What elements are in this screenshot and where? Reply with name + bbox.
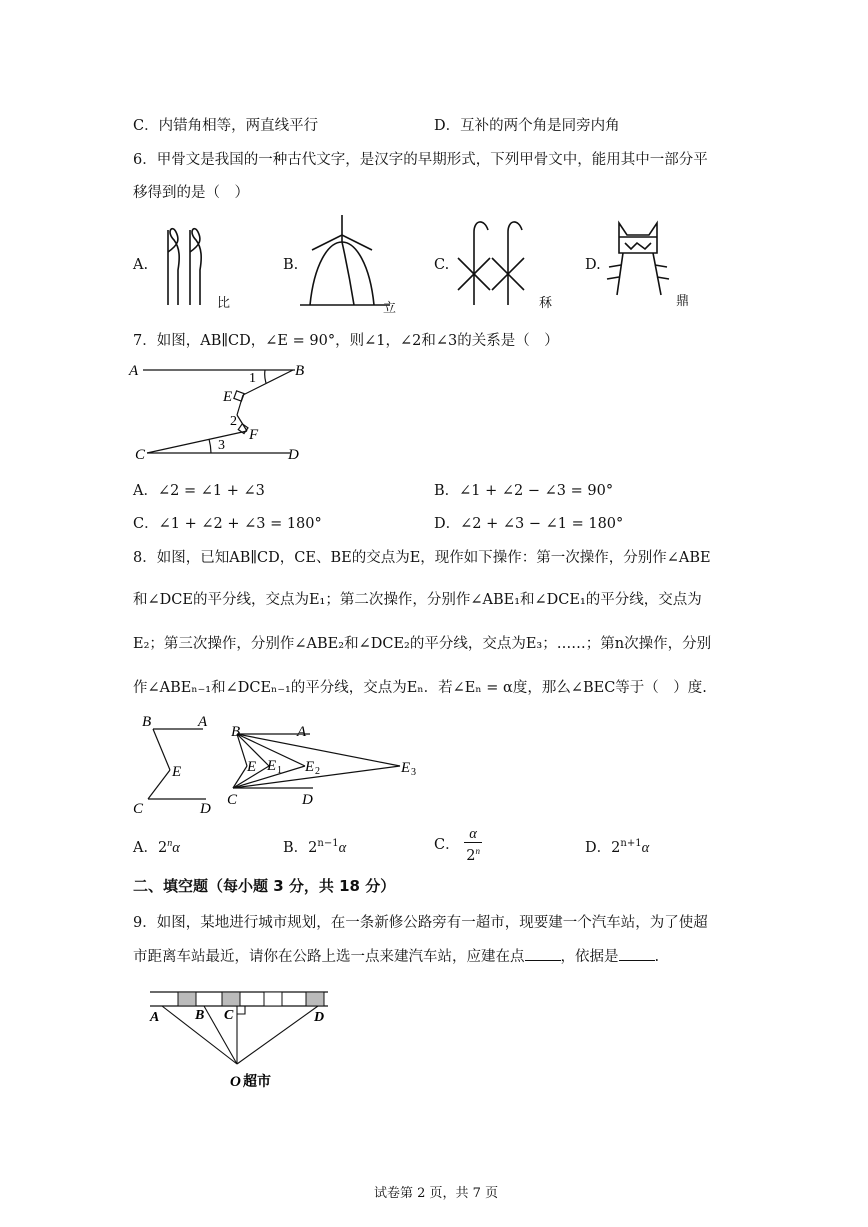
q7-label-c: C [135,447,146,463]
q8-stem-line3: E₂；第三次操作，分别作∠ABE₂和∠DCE₂的平分线，交点为E₃；……；第n次操作，分别 [133,636,712,652]
q6-stem-line1: 6．甲骨文是我国的一种古代文字，是汉字的早期形式，下列甲骨文中，能用其中一部分平 [133,152,708,168]
q9-stem-line2: 市距离车站最近，请你在公路上选一点来建汽车站，应建在点 ，依据是 . [133,949,660,965]
q6-option-c-char: 秝 [539,296,553,311]
q8r-label-e1: E [267,758,277,774]
section-2-title: 二、填空题（每小题 3 分，共 18 分） [133,877,396,895]
q6-option-b-char: 立 [383,301,397,316]
q6-stem-line2: 移得到的是（ ） [133,185,249,201]
q8-option-d: D．$2^{n+1}\alpha$ [585,838,650,856]
q6-option-a-char: 比 [217,296,231,311]
q8r-label-e2-sub: 2 [315,766,320,777]
q9-stem-line1: 9．如图，某地进行城市规划，在一条新修公路旁有一超市，现要建一个汽车站，为了使超 [133,915,708,931]
q7-angle-2: 2 [230,414,237,429]
q8l-label-b: B [142,714,152,730]
q8l-label-a: A [198,714,208,730]
page-footer: 试卷第 2 页，共 7 页 [374,1186,499,1201]
q7-angle-3: 3 [218,438,225,453]
q7-label-d: D [288,447,299,463]
q8-option-b: B．$2^{n-1}\alpha$ [283,838,347,856]
q8r-label-e: E [247,759,257,775]
q8-figure-right [225,720,425,810]
q9-label-a: A [150,1010,160,1025]
q8-stem-line2: 和∠DCE的平分线，交点为E₁；第二次操作，分别作∠ABE₁和∠DCE₁的平分线，交点为 [133,592,702,608]
q6-option-d-letter: D. [585,257,601,273]
oracle-ding-glyph [605,215,680,305]
q9-label-c: C [224,1008,234,1023]
q8r-label-e1-sub: 1 [277,765,282,776]
q9-label-o: O [230,1074,241,1090]
q9-label-b: B [195,1008,205,1023]
q9-label-market: 超市 [243,1074,271,1090]
q8-stem-line4: 作∠ABEₙ₋₁和∠DCEₙ₋₁的平分线，交点为Eₙ．若∠Eₙ = α度，那么∠BEC等于（ ）度. [133,680,707,696]
q8l-label-c: C [133,801,144,817]
q7-label-b: B [295,363,305,379]
q8-option-c: C． $\frac{\alpha}{2^n}$ [434,826,480,864]
q7-figure [125,355,325,465]
oracle-li-glyph [300,210,400,310]
q5-option-c: C．内错角相等，两直线平行 [133,118,319,134]
q8r-label-e2: E [305,759,315,775]
q7-option-d: D．∠2 + ∠3 − ∠1 = 180° [434,516,624,532]
q7-option-b: B．∠1 + ∠2 − ∠3 = 90° [434,483,614,499]
oracle-li-double-grain-glyph [450,210,540,310]
q8r-label-e3: E [401,760,411,776]
q6-option-c-letter: C. [434,257,450,273]
q8-stem-line1: 8．如图，已知AB∥CD，CE、BE的交点为E，现作如下操作：第一次操作，分别作∠ABE [133,550,711,566]
q7-option-a: A．∠2 = ∠1 + ∠3 [133,483,265,499]
q8l-label-d: D [200,801,211,817]
q8r-label-a: A [297,724,307,740]
q9-blank-1[interactable] [525,948,561,961]
q8r-label-c: C [227,792,238,808]
q6-option-b-letter: B. [283,257,299,273]
q9-blank-2[interactable] [619,948,655,961]
q8r-label-d: D [302,792,313,808]
q8l-label-e: E [172,764,182,780]
q7-angle-1: 1 [249,371,256,386]
q6-option-d-char: 鼎 [676,294,690,309]
q9-label-d: D [314,1010,325,1025]
q5-option-d: D．互补的两个角是同旁内角 [434,118,620,134]
q8-option-a: A．2$^n$α [133,838,180,856]
q7-label-e: E [223,389,233,405]
q7-stem: 7．如图，AB∥CD，∠E = 90°，则∠1，∠2和∠3的关系是（ ） [133,333,559,349]
q7-option-c: C．∠1 + ∠2 + ∠3 = 180° [133,516,322,532]
q6-option-a-letter: A. [133,257,149,273]
q8-figure-left [128,710,228,820]
q7-label-f: F [249,427,259,443]
q7-label-a: A [129,363,139,379]
q8r-label-b: B [231,724,241,740]
q8r-label-e3-sub: 3 [411,767,416,778]
q9-figure [140,982,340,1097]
